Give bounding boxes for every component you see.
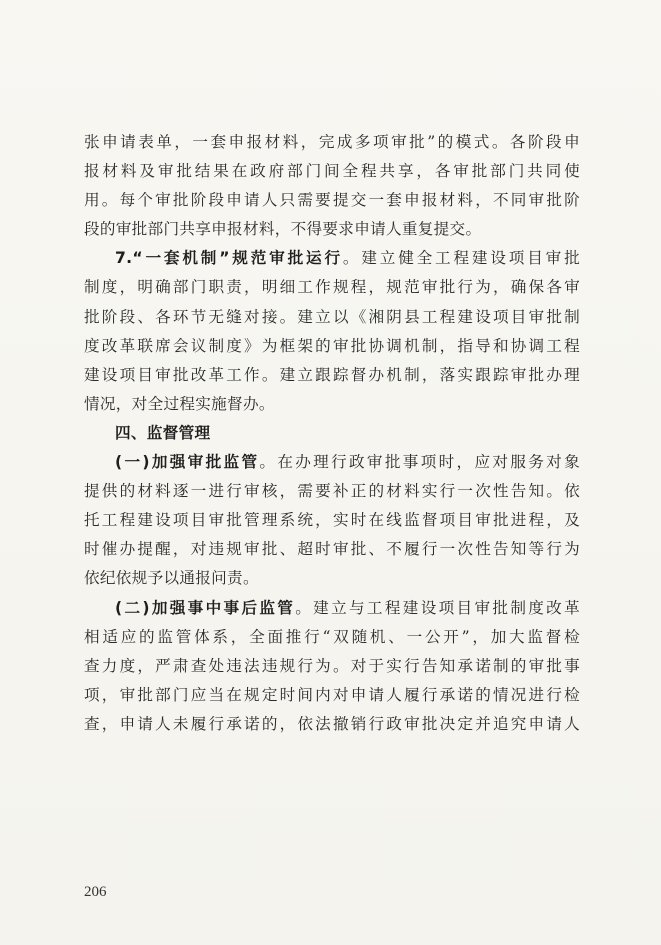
text-line: 段的审批部门共享申报材料，不得要求申请人重复提交。: [84, 220, 482, 239]
section-7-first-text: 。建立健全工程建设项目审批: [342, 249, 580, 268]
subsection-2-title: (二)加强事中事后监管: [115, 598, 296, 617]
section-7-title: 7.“一套机制”规范审批运行: [115, 249, 343, 268]
text-line: 报材料及审批结果在政府部门间全程共享，各审批部门共同使: [84, 162, 580, 181]
section-heading-supervision: 四、监督管理: [115, 423, 211, 442]
text-line: 查，申请人未履行承诺的，依法撤销行政审批决定并追究申请人: [84, 714, 580, 733]
text-line: 托工程建设项目审批管理系统，实时在线监督项目审批进程，及: [84, 511, 580, 530]
subsection-1-first-line: [84, 448, 580, 477]
text-line: 时催办提醒，对违规审批、超时审批、不履行一次性告知等行为: [84, 540, 580, 559]
text-line: 依纪依规予以通报问责。: [84, 569, 259, 588]
text-line: 批阶段、各环节无缝对接。建立以《湘阴县工程建设项目审批制: [84, 307, 580, 326]
text-line: 用。每个审批阶段申请人只需要提交一套申报材料，不同审批阶: [84, 191, 580, 210]
text-line: 张申请表单，一套申报材料，完成多项审批”的模式。各阶段申: [84, 133, 580, 151]
text-line: 提供的材料逐一进行审核，需要补正的材料实行一次性告知。依: [84, 482, 580, 501]
text-line: 情况，对全过程实施督办。: [84, 394, 275, 413]
text-line: 项，审批部门应当在规定时间内对申请人履行承诺的情况进行检: [84, 685, 580, 704]
text-line: 制度，明确部门职责，明细工作规程，规范审批行为，确保各审: [84, 278, 580, 297]
page-number: 206: [84, 884, 107, 900]
subsection-2-first-text: 。建立与工程建设项目审批制度改革: [295, 598, 580, 617]
text-line: 查力度，严肃查处违法违规行为。对于实行告知承诺制的审批事: [84, 656, 580, 675]
subsection-1-first-text: 。在办理行政审批事项时，应对服务对象: [259, 453, 580, 472]
text-line: 相适应的监管体系，全面推行“双随机、一公开”，加大监督检: [84, 627, 580, 646]
body-text: [84, 128, 580, 739]
subsection-2-first-line: [84, 594, 580, 623]
section-7-first-line: [84, 244, 580, 273]
text-line: 度改革联席会议制度》为框架的审批协调机制，指导和协调工程: [84, 336, 580, 355]
text-line: 建设项目审批改革工作。建立跟踪督办机制，落实跟踪审批办理: [84, 365, 580, 384]
subsection-1-title: (一)加强审批监管: [115, 453, 260, 472]
